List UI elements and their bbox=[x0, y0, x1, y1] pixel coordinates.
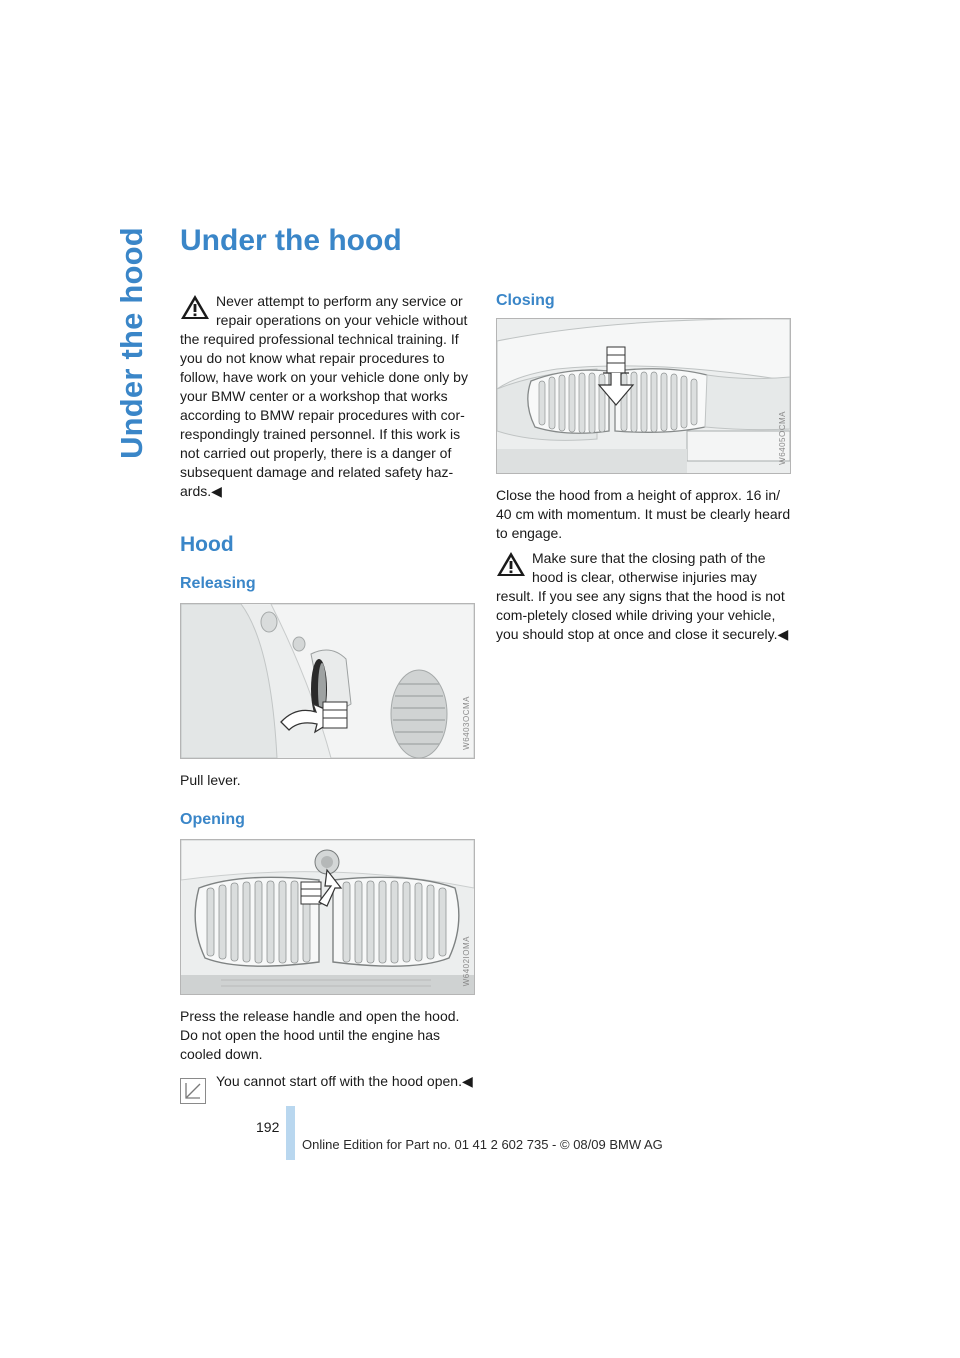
closing-warning-body: result. If you see any signs that the hood is not com-pletely closed while driving your vehicle, you should stop at once and close it securely.◀ bbox=[496, 588, 789, 642]
left-column bbox=[180, 292, 475, 1102]
closing-warning bbox=[496, 549, 791, 644]
intro-warning-body: the required professional technical training. If you do not know what repair procedures to follow, have work on your vehicle done only by your BMW center or a workshop that works according to BMW repair procedures with cor-respondingly trained personnel. If this work is not carried out properly, there is a danger of subsequent damage and related safety haz-ards.◀ bbox=[180, 331, 468, 499]
closing-warning-line1: Make sure that the closing path of the bbox=[532, 550, 766, 566]
opening-note-text: You cannot start off with the hood open.◀ bbox=[216, 1073, 473, 1089]
side-tab bbox=[112, 228, 152, 458]
footer-edition: Online Edition for Part no. 01 41 2 602 735 - © 08/09 BMW AG bbox=[302, 1137, 663, 1152]
figure-code: W6405OCMA bbox=[778, 411, 787, 465]
opening-text: Press the release handle and open the hood. Do not open the hood until the engine has cooled down. bbox=[180, 1008, 460, 1062]
figure-code: W6402IOMA bbox=[462, 935, 471, 986]
closing-figure bbox=[496, 318, 791, 474]
page-number: 192 bbox=[256, 1119, 280, 1135]
opening-figure bbox=[180, 839, 475, 995]
hood-closing-illustration bbox=[497, 319, 790, 473]
hood-release-lever-illustration bbox=[181, 604, 474, 758]
warning-triangle-icon bbox=[496, 551, 526, 577]
figure-code: W6403OCMA bbox=[462, 696, 471, 750]
closing-heading: Closing bbox=[496, 292, 555, 309]
opening-note bbox=[180, 1072, 475, 1102]
hood-release-handle-illustration bbox=[181, 840, 474, 994]
note-arrow-icon bbox=[180, 1078, 206, 1104]
opening-heading: Opening bbox=[180, 811, 245, 828]
warning-triangle-icon bbox=[180, 294, 210, 320]
intro-warning-line1: Never attempt to perform any service or bbox=[216, 293, 463, 309]
intro-warning-line2: repair operations on your vehicle without bbox=[216, 312, 468, 328]
releasing-text: Pull lever. bbox=[180, 772, 241, 788]
right-column bbox=[496, 292, 791, 644]
intro-warning bbox=[180, 292, 475, 501]
side-tab-label: Under the hood bbox=[114, 227, 149, 459]
hood-heading: Hood bbox=[180, 533, 234, 556]
closing-warning-line2: hood is clear, otherwise injuries may bbox=[532, 569, 757, 585]
releasing-heading: Releasing bbox=[180, 575, 256, 592]
page-title: Under the hood bbox=[180, 224, 402, 257]
footer-accent-bar bbox=[286, 1106, 295, 1160]
releasing-figure bbox=[180, 603, 475, 759]
closing-text: Close the hood from a height of approx. 16 in/ 40 cm with momentum. It must be clearly heard to engage. bbox=[496, 487, 791, 541]
